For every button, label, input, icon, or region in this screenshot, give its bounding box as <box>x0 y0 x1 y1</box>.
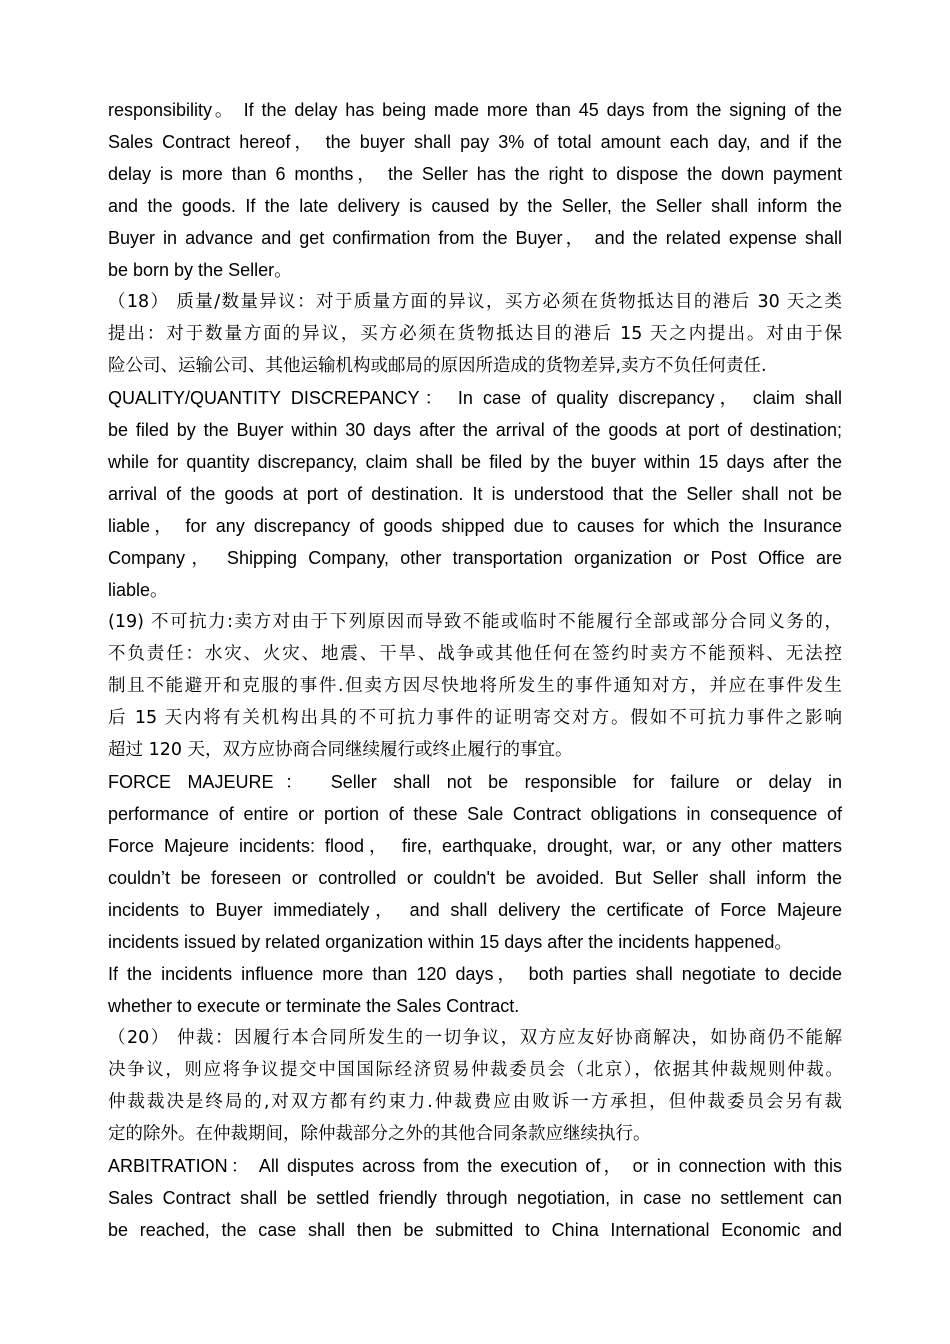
text-line: 仲裁裁决是终局的,对双方都有约束力.仲裁费应由败诉一方承担，但仲裁委员会另有裁 <box>108 1092 842 1112</box>
text-line: whether to execute or terminate the Sales Contract. <box>108 996 520 1016</box>
text-line: 超过 120 天，双方应协商合同继续履行或终止履行的事宜。 <box>108 740 573 760</box>
text-line: be filed by the Buyer within 30 days after the arrival of the goods at port of destination; <box>108 420 842 440</box>
text-line: ARBITRATION： All disputes across from the execution of， or in connection with this <box>108 1156 842 1176</box>
text-line: liable， for any discrepancy of goods shipped due to causes for which the Insurance <box>108 516 842 536</box>
text-line: 制且不能避开和克服的事件.但卖方因尽快地将所发生的事件通知对方，并应在事件发生 <box>108 676 842 696</box>
text-line: 定的除外。在仲裁期间，除仲裁部分之外的其他合同条款应继续执行。 <box>108 1124 651 1144</box>
text-line: 提出：对于数量方面的异议，买方必须在货物抵达目的港后 15 天之内提出。对由于保 <box>108 324 842 344</box>
text-line: 后 15 天内将有关机构出具的不可抗力事件的证明寄交对方。假如不可抗力事件之影响 <box>108 708 842 728</box>
text-line: 决争议，则应将争议提交中国国际经济贸易仲裁委员会（北京），依据其仲裁规则仲裁。 <box>108 1060 842 1080</box>
text-line: QUALITY/QUANTITY DISCREPANCY： In case of quality discrepancy， claim shall <box>108 388 842 408</box>
text-line: 不负责任：水灾、火灾、地震、干旱、战争或其他任何在签约时卖方不能预料、无法控 <box>108 644 842 664</box>
text-line: If the incidents influence more than 120 days， both parties shall negotiate to decide <box>108 964 842 984</box>
paragraph-arbitration-cn <box>108 1022 842 1150</box>
text-line: Buyer in advance and get confirmation from the Buyer， and the related expense shall <box>108 228 842 248</box>
text-line: incidents issued by related organization within 15 days after the incidents happened。 <box>108 932 793 952</box>
text-line: be born by the Seller。 <box>108 260 293 280</box>
text-line: arrival of the goods at port of destination. It is understood that the Seller shall not be <box>108 484 842 504</box>
paragraph-arbitration-en <box>108 1150 842 1246</box>
text-line: Sales Contract hereof， the buyer shall pay 3% of total amount each day, and if the <box>108 132 842 152</box>
text-line: 险公司、运输公司、其他运输机构或邮局的原因所造成的货物差异,卖方不负任何责任. <box>108 356 767 376</box>
text-line: liable。 <box>108 580 169 600</box>
text-line: performance of entire or portion of these Sale Contract obligations in consequence of <box>108 804 842 824</box>
text-line: while for quantity discrepancy, claim shall be filed by the buyer within 15 days after the <box>108 452 842 472</box>
text-line: responsibility。 If the delay has being made more than 45 days from the signing of the <box>108 100 842 120</box>
text-line: be reached, the case shall then be submitted to China International Economic and <box>108 1220 842 1240</box>
paragraph-quality-discrepancy-en <box>108 382 842 606</box>
paragraph-late-delivery-en <box>108 94 842 286</box>
text-line: Company， Shipping Company, other transportation organization or Post Office are <box>108 548 842 568</box>
text-line: Sales Contract shall be settled friendly through negotiation, in case no settlement can <box>108 1188 842 1208</box>
paragraph-quality-discrepancy-cn <box>108 286 842 382</box>
text-line: delay is more than 6 months， the Seller has the right to dispose the down payment <box>108 164 842 184</box>
text-line: couldn’t be foreseen or controlled or couldn't be avoided. But Seller shall inform the <box>108 868 842 888</box>
text-line: and the goods. If the late delivery is caused by the Seller, the Seller shall inform the <box>108 196 842 216</box>
paragraph-force-majeure-cn <box>108 606 842 766</box>
text-line: FORCE MAJEURE： Seller shall not be responsible for failure or delay in <box>108 772 842 792</box>
text-line: （20） 仲裁：因履行本合同所发生的一切争议，双方应友好协商解决，如协商仍不能解 <box>108 1028 842 1048</box>
text-line: incidents to Buyer immediately， and shall delivery the certificate of Force Majeure <box>108 900 842 920</box>
text-line: Force Majeure incidents: flood， fire, earthquake, drought, war, or any other matters <box>108 836 842 856</box>
text-line: （18） 质量/数量异议：对于质量方面的异议，买方必须在货物抵达目的港后 30 天之类 <box>108 292 842 312</box>
document-body <box>108 94 842 1246</box>
paragraph-force-majeure-en <box>108 766 842 1022</box>
text-line: (19) 不可抗力:卖方对由于下列原因而导致不能或临时不能履行全部或部分合同义务的， <box>108 612 842 632</box>
